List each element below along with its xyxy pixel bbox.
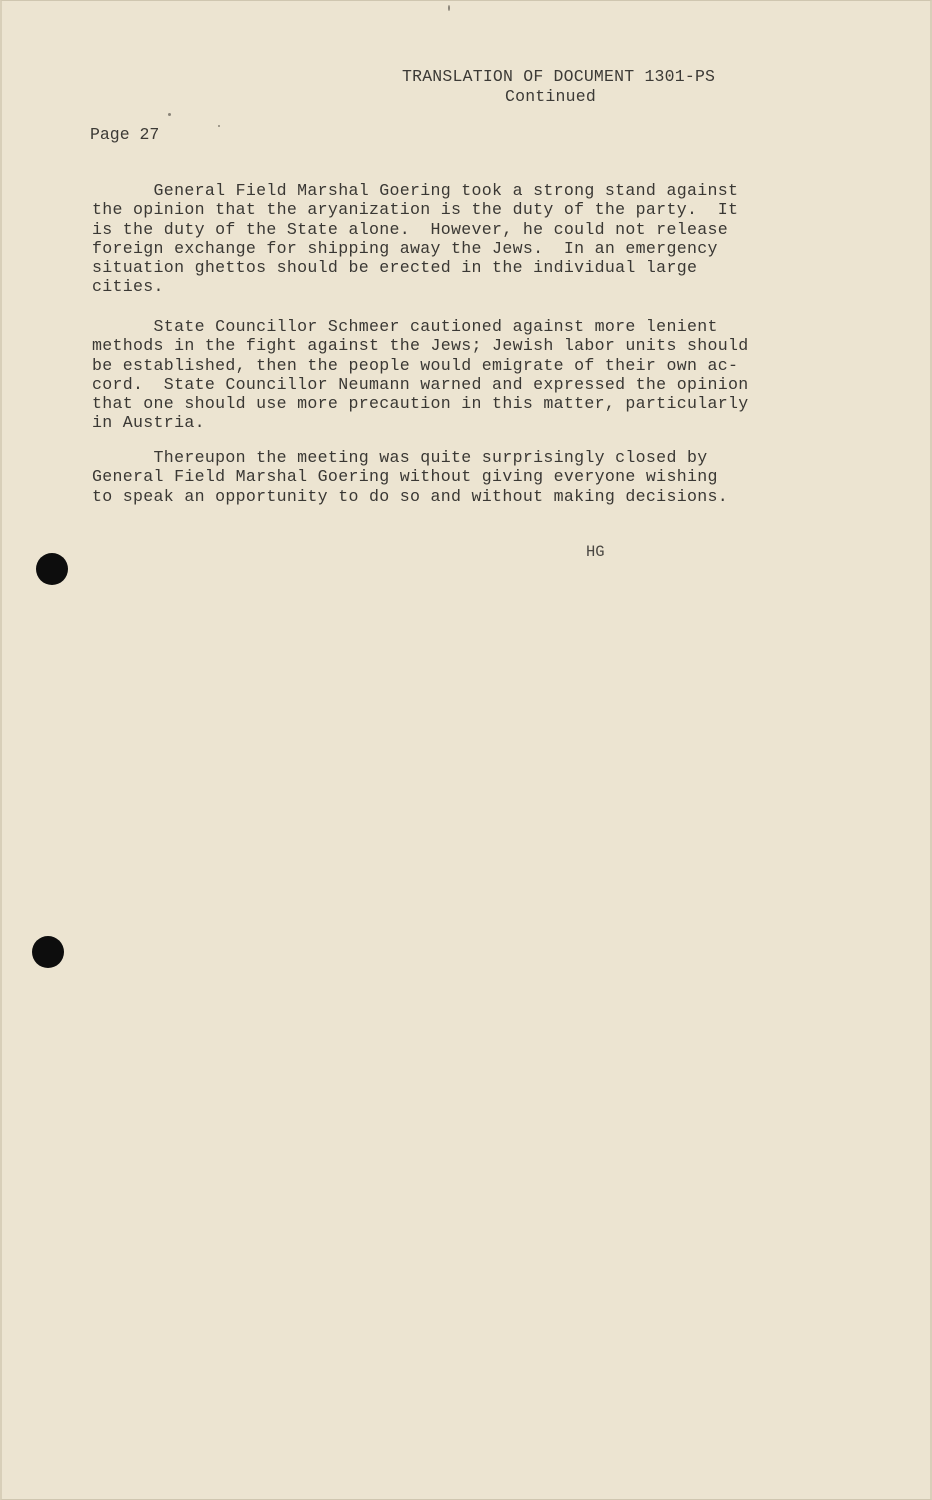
paper-speck bbox=[168, 113, 171, 116]
paper-speck bbox=[448, 5, 450, 11]
paragraph-2: State Councillor Schmeer cautioned against more lenient methods in the fight against the Jews; Jewish labor units should be established, then the people would emigrate of their own ac- cord. State Councillor Neumann warned and expressed the opinion that one should use more precaution in this matter, particularly in Austria. bbox=[92, 317, 749, 433]
punch-hole-top bbox=[36, 553, 68, 585]
paper-speck bbox=[218, 125, 220, 127]
page-number: Page 27 bbox=[90, 125, 160, 144]
document-title: TRANSLATION OF DOCUMENT 1301-PS bbox=[402, 67, 716, 86]
initials: HG bbox=[586, 543, 605, 561]
document-subtitle: Continued bbox=[505, 87, 596, 106]
document-header bbox=[402, 67, 762, 107]
punch-hole-bottom bbox=[32, 936, 64, 968]
paragraph-1: General Field Marshal Goering took a strong stand against the opinion that the aryanization is the duty of the party. It is the duty of the State alone. However, he could not release foreign exchange for shipping away the Jews. In an emergency situation ghettos should be erected in the individual large cities. bbox=[92, 181, 739, 297]
paragraph-3: Thereupon the meeting was quite surprisingly closed by General Field Marshal Goering without giving everyone wishing to speak an opportunity to do so and without making decisions. bbox=[92, 448, 728, 506]
